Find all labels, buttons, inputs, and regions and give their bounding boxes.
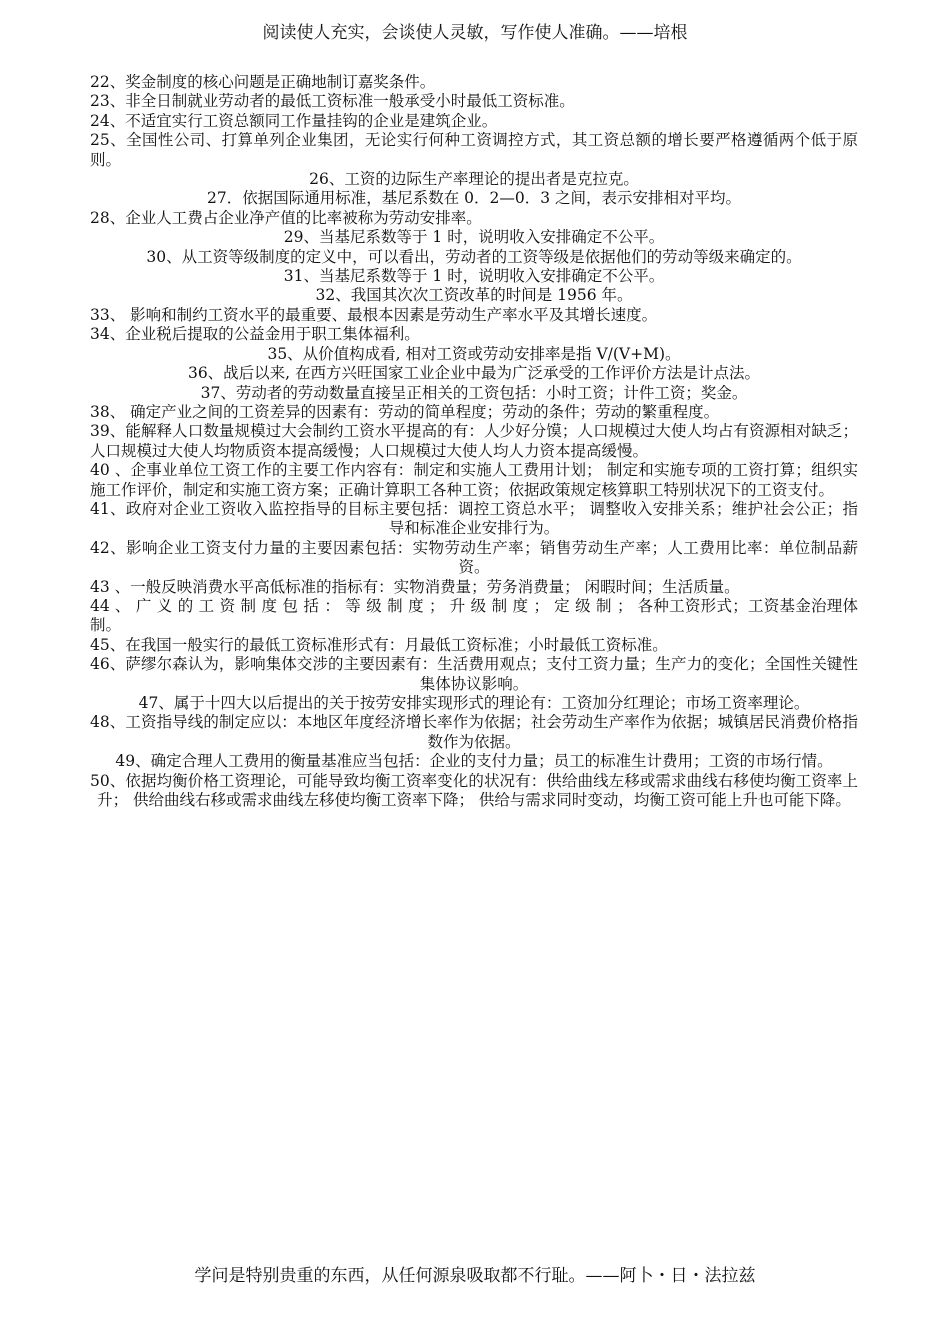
list-item: 50、依据均衡价格工资理论，可能导致均衡工资率变化的状况有：供给曲线左移或需求曲线右移使均衡工资率上升； 供给曲线右移或需求曲线左移使均衡工资率下降； 供给与需求同时变动，均衡工资可能上升也可能下降。	[90, 771, 858, 810]
list-item: 36、战后以来, 在西方兴旺国家工业企业中最为广泛承受的工作评价方法是计点法。	[187, 364, 761, 383]
list-item: 27．依据国际通用标准，基尼系数在 0．2—0．3 之间，表示安排相对平均。	[206, 189, 742, 208]
list-item: 32、我国其次次工资改革的时间是 1956 年。	[315, 286, 633, 305]
list-item: 35、从价值构成看, 相对工资或劳动安排率是指 V/(V+M)。	[267, 344, 681, 363]
page-header-quote: 阅读使人充实，会谈使人灵敏，写作使人准确。——培根	[262, 23, 688, 43]
list-item: 43 、一般反映消费水平高低标准的指标有：实物消费量；劳务消费量； 闲暇时间；生活质量。	[90, 577, 740, 596]
list-item: 41、政府对企业工资收入监控指导的目标主要包括：调控工资总水平； 调整收入安排关系；维护社会公正；指导和标准企业安排行为。	[90, 499, 858, 538]
document-body	[90, 73, 858, 810]
list-item: 26、工资的边际生产率理论的提出者是克拉克。	[309, 170, 639, 189]
list-item: 31、当基尼系数等于 1 时，说明收入安排确定不公平。	[283, 267, 665, 286]
list-item: 23、非全日制就业劳动者的最低工资标准一般承受小时最低工资标准。	[90, 92, 575, 111]
page-footer-quote: 学问是特别贵重的东西，从任何源泉吸取都不行耻。——阿卜・日・法拉兹	[194, 1266, 756, 1286]
list-item: 44 、 广 义 的 工 资 制 度 包 括 ： 等 级 制 度 ； 升 级 制 度 ； 定 级 制 ； 各种工资形式；工资基金治理体制。	[90, 596, 858, 635]
list-item: 39、能解释人口数量规模过大会制约工资水平提高的有：人少好分馍；人口规模过大使人均占有资源相对缺乏；人口规模过大使人均物质资本提高缓慢；人口规模过大使人均人力资本提高缓慢。	[90, 422, 858, 460]
list-item: 25、全国性公司、打算单列企业集团，无论实行何种工资调控方式，其工资总额的增长要严格遵循两个低于原则。	[90, 131, 858, 169]
list-item: 40 、企事业单位工资工作的主要工作内容有：制定和实施人工费用计划； 制定和实施专项的工资打算；组织实施工作评价，制定和实施工资方案；正确计算职工各种工资；依据政策规定核算职工特别状况下的工资支付。	[90, 461, 858, 499]
list-item: 46、萨缪尔森认为，影响集体交涉的主要因素有：生活费用观点；支付工资力量；生产力的变化；全国性关键性集体协议影响。	[90, 655, 858, 693]
list-item: 34、企业税后提取的公益金用于职工集体福利。	[90, 325, 420, 344]
list-item: 48、工资指导线的制定应以：本地区年度经济增长率作为依据；社会劳动生产率作为依据；城镇居民消费价格指数作为依据。	[90, 713, 858, 751]
list-item: 29、当基尼系数等于 1 时，说明收入安排确定不公平。	[283, 228, 665, 247]
list-item: 38、 确定产业之间的工资差异的因素有：劳动的简单程度；劳动的条件；劳动的繁重程度。	[90, 402, 720, 421]
list-item: 45、在我国一般实行的最低工资标准形式有：月最低工资标准；小时最低工资标准。	[90, 635, 668, 654]
list-item: 22、奖金制度的核心问题是正确地制订嘉奖条件。	[90, 73, 436, 91]
list-item: 42、影响企业工资支付力量的主要因素包括：实物劳动生产率；销售劳动生产率；人工费用比率：单位制品薪资。	[90, 538, 858, 577]
list-item: 28、企业人工费占企业净产值的比率被称为劳动安排率。	[90, 208, 482, 227]
list-item: 30、从工资等级制度的定义中，可以看出，劳动者的工资等级是依据他们的劳动等级来确定的。	[146, 247, 802, 266]
list-item: 47、属于十四大以后提出的关于按劳安排实现形式的理论有：工资加分红理论；市场工资率理论。	[138, 694, 810, 712]
list-item: 24、不适宜实行工资总额同工作量挂钩的企业是建筑企业。	[90, 111, 498, 130]
list-item: 49、确定合理人工费用的衡量基准应当包括：企业的支付力量；员工的标准生计费用；工资的市场行情。	[115, 752, 833, 771]
list-item: 37、劳动者的劳动数量直接呈正相关的工资包括：小时工资；计件工资；奖金。	[200, 383, 748, 402]
list-item: 33、 影响和制约工资水平的最重要、最根本因素是劳动生产率水平及其增长速度。	[90, 305, 658, 324]
